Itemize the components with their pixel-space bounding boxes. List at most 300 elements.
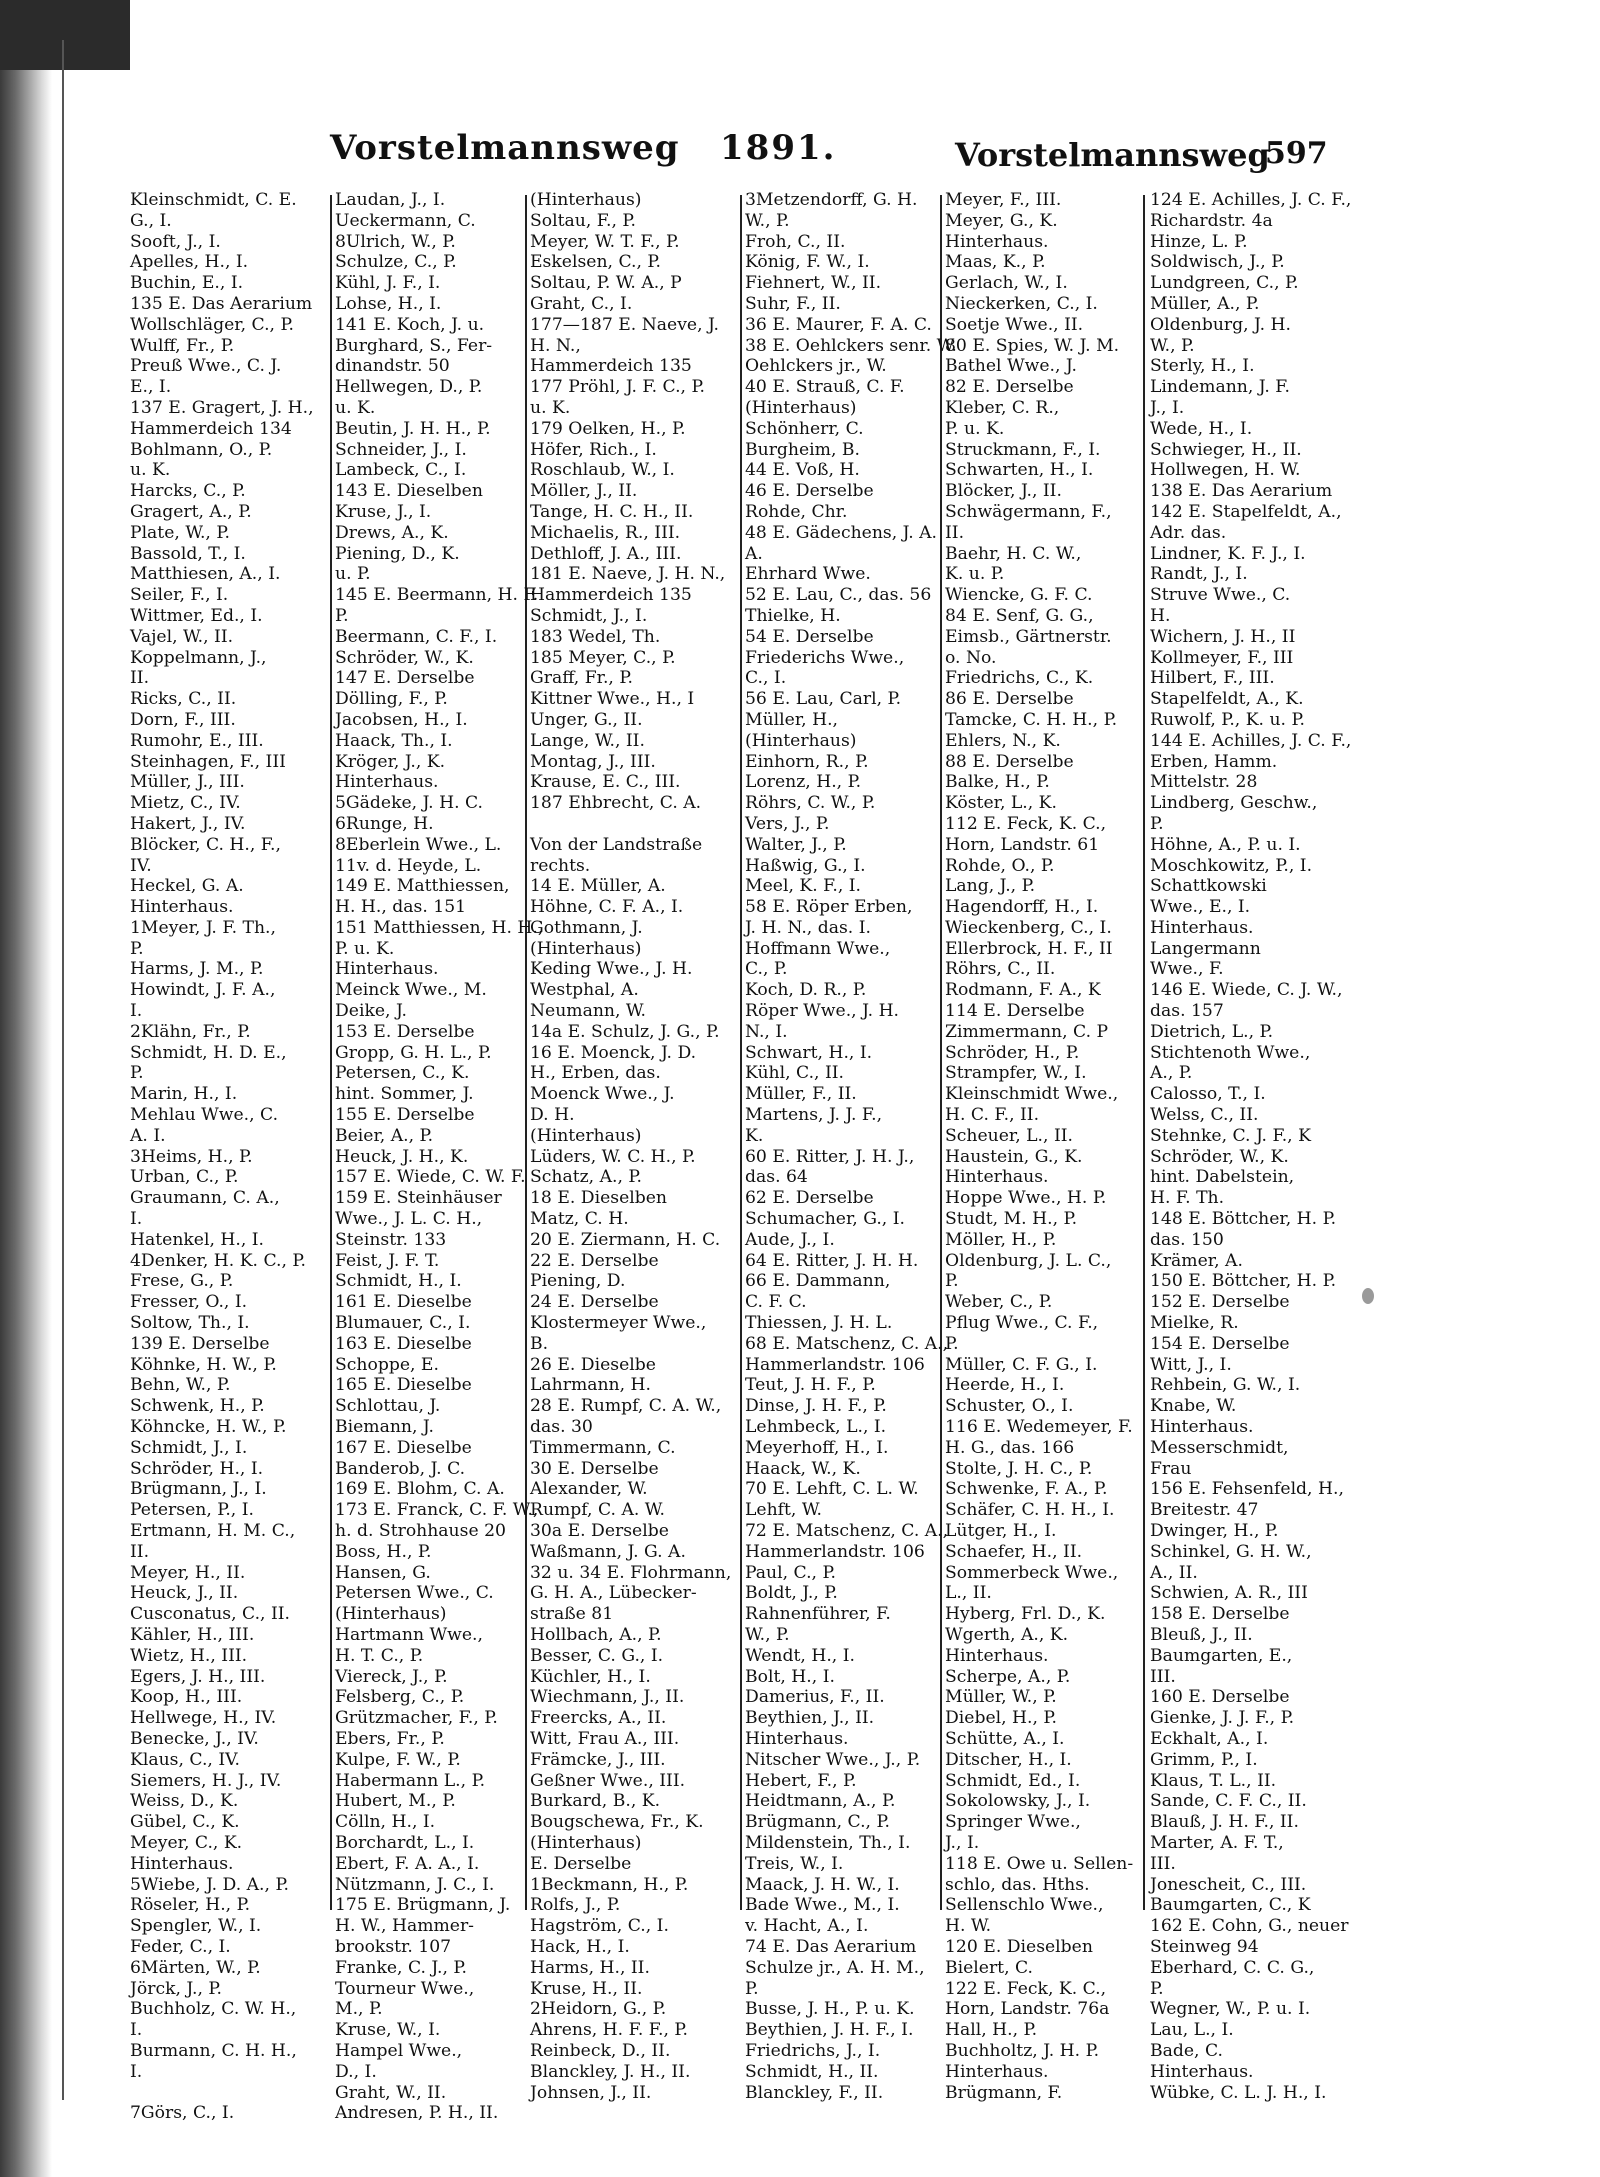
directory-entry-line: 167 E. Dieselbe [335, 1437, 472, 1458]
directory-entry-line: P. [335, 605, 349, 626]
directory-entry-line: L., II. [945, 1583, 992, 1604]
directory-entry-line: Lüders, W. C. H., P. [530, 1146, 696, 1167]
directory-entry-line: Rumohr, E., III. [130, 730, 264, 751]
directory-entry-line: 122 E. Feck, K. C., [945, 1978, 1107, 1999]
directory-entry-line: Schmidt, J., I. [130, 1437, 248, 1458]
directory-entry-line: Wulff, Fr., P. [130, 335, 235, 356]
directory-entry-line: Viereck, J., P. [335, 1666, 448, 1687]
directory-entry-line: Lehmbeck, L., I. [745, 1417, 887, 1438]
page-header [330, 128, 1330, 188]
directory-entry-line: Wiencke, G. F. C. [945, 585, 1093, 606]
directory-entry-line: 112 E. Feck, K. C., [945, 813, 1107, 834]
directory-entry-line: Kähler, H., III. [130, 1624, 255, 1645]
directory-entry-line: 36 E. Maurer, F. A. C. [745, 314, 932, 335]
directory-entry-line: Steinhagen, F., III [130, 751, 286, 772]
directory-entry-line: P. [130, 938, 144, 959]
directory-entry-line: III. [1150, 1853, 1176, 1874]
directory-entry-line: H. F. Th. [1150, 1188, 1225, 1209]
directory-entry-line: Schwenk, H., P. [130, 1396, 265, 1417]
directory-entry-line: Jacobsen, H., I. [335, 709, 468, 730]
street-heading-left: Vorstelmannsweg [330, 128, 680, 168]
directory-entry-line: Hammerlandstr. 106 [745, 1541, 925, 1562]
directory-entry-line: A. I. [130, 1125, 166, 1146]
directory-entry-line: Schumacher, G., I. [745, 1209, 905, 1230]
directory-entry-line: Wwe., E., I. [1150, 897, 1251, 918]
directory-entry-line: Sellenschlo Wwe., [945, 1895, 1104, 1916]
directory-entry-line: Kollmeyer, F., III [1150, 647, 1294, 668]
directory-entry-line: Hall, H., P. [945, 2020, 1038, 2041]
directory-entry-line: Springer Wwe., [945, 1812, 1081, 1833]
directory-entry-line: Besser, C. G., I. [530, 1645, 664, 1666]
directory-entry-line: 74 E. Das Aerarium [745, 1936, 917, 1957]
directory-entry-line: Lehft, W. [745, 1500, 822, 1521]
directory-entry-line: Möller, J., II. [530, 481, 638, 502]
directory-entry-line: Schröder, H., I. [130, 1458, 264, 1479]
directory-entry-line: 40 E. Strauß, C. F. [745, 377, 905, 398]
directory-entry-line: Graff, Fr., P. [530, 668, 633, 689]
directory-entry-line: Müller, H., [745, 709, 839, 730]
directory-entry-line: 48 E. Gädechens, J. A. [745, 522, 937, 543]
directory-entry-line: D., I. [335, 2061, 377, 2082]
directory-entry-line: Schröder, W., K. [1150, 1146, 1289, 1167]
directory-entry-line: Oldenburg, J. H. [1150, 314, 1291, 335]
directory-entry-line: Martens, J. J. F., [745, 1105, 883, 1126]
directory-entry-line: Wollschläger, C., P. [130, 314, 294, 335]
directory-entry-line: Hinterhaus. [130, 1853, 234, 1874]
directory-entry-line: Eberhard, C. C. G., [1150, 1957, 1315, 1978]
directory-entry-line: Köster, L., K. [945, 793, 1057, 814]
directory-entry-line: Hinze, L. P. [1150, 231, 1248, 252]
directory-entry-line: Marin, H., I. [130, 1084, 238, 1105]
directory-entry-line: Struve Wwe., C. [1150, 585, 1291, 606]
directory-entry-line: Welss, C., II. [1150, 1105, 1259, 1126]
directory-entry-line: Urban, C., P. [130, 1167, 239, 1188]
directory-entry-line: Freercks, A., II. [530, 1708, 667, 1729]
directory-entry-line: C., P. [745, 959, 788, 980]
directory-entry-line: I. [130, 2020, 143, 2041]
directory-entry-line: Horn, Landstr. 76a [945, 1999, 1110, 2020]
directory-entry-line: Dethloff, J. A., III. [530, 543, 682, 564]
directory-entry-line: Kittner Wwe., H., I [530, 689, 695, 710]
directory-entry-line: Koppelmann, J., [130, 647, 267, 668]
directory-entry-line: G., I. [130, 210, 172, 231]
directory-entry-line: 1Meyer, J. F. Th., [130, 917, 276, 938]
directory-entry-line: Howindt, J. F. A., [130, 980, 276, 1001]
directory-entry-line: Oehlckers jr., W. [745, 356, 887, 377]
directory-entry-line: Klostermeyer Wwe., [530, 1313, 707, 1334]
directory-entry-line: Hinterhaus. [945, 1167, 1049, 1188]
directory-entry-line: Hinterhaus. [1150, 2061, 1254, 2082]
directory-entry-line: 86 E. Derselbe [945, 689, 1074, 710]
directory-entry-line: Müller, C. F. G., I. [945, 1354, 1098, 1375]
directory-entry-line: Mittelstr. 28 [1150, 772, 1258, 793]
directory-entry-line: 4Denker, H. K. C., P. [130, 1250, 306, 1271]
directory-entry-line: Brügmann, F. [945, 2082, 1063, 2103]
directory-entry-line: Ahrens, H. F. F., P. [530, 2020, 688, 2041]
directory-entry-line: G. H. A., Lübecker- [530, 1583, 697, 1604]
directory-entry-line: Kühl, C., II. [745, 1063, 844, 1084]
directory-entry-line: Bolt, H., I. [745, 1666, 835, 1687]
directory-entry-line: Knabe, W. [1150, 1396, 1237, 1417]
directory-entry-line: Nieckerken, C., I. [945, 293, 1098, 314]
directory-entry-line: Lindberg, Geschw., [1150, 793, 1318, 814]
directory-entry-line: 2Klähn, Fr., P. [130, 1021, 251, 1042]
directory-entry-line: u. K. [530, 397, 571, 418]
directory-entry-line: A. [745, 543, 763, 564]
directory-entry-line: C., I. [745, 668, 787, 689]
directory-entry-line: Hilbert, F., III. [1150, 668, 1275, 689]
directory-entry-line: Meinck Wwe., M. [335, 980, 487, 1001]
directory-entry-line: dinandstr. 50 [335, 356, 450, 377]
directory-entry-line: Boss, H., P. [335, 1541, 432, 1562]
directory-entry-line: Heidtmann, A., P. [745, 1791, 896, 1812]
directory-entry-line: Fiehnert, W., II. [745, 273, 882, 294]
directory-entry-line: 141 E. Koch, J. u. [335, 314, 485, 335]
directory-entry-line: 5Wiebe, J. D. A., P. [130, 1874, 289, 1895]
directory-entry-line: Hinterhaus. [945, 231, 1049, 252]
directory-entry-line: Gübel, C., K. [130, 1812, 240, 1833]
directory-entry-line: 64 E. Ritter, J. H. H. [745, 1250, 919, 1271]
directory-entry-line: III. [1150, 1666, 1176, 1687]
page-gutter-line [62, 40, 64, 2100]
directory-entry-line: 159 E. Steinhäuser [335, 1188, 502, 1209]
directory-entry-line: Meyer, C., K. [130, 1832, 243, 1853]
directory-entry-line: W., P. [745, 1624, 790, 1645]
directory-entry-line: Köhncke, H. W., P. [130, 1417, 287, 1438]
directory-entry-line: Wgerth, A., K. [945, 1624, 1069, 1645]
directory-entry-line: Mildenstein, Th., I. [745, 1832, 911, 1853]
directory-entry-line: Lütger, H., I. [945, 1521, 1057, 1541]
directory-entry-line: Burghard, S., Fer- [335, 335, 493, 356]
directory-entry-line: Hoffmann Wwe., [745, 938, 891, 959]
directory-entry-line: Tourneur Wwe., [335, 1978, 475, 1999]
directory-entry-line: Petersen, C., K. [335, 1063, 470, 1084]
directory-entry-line: Sokolowsky, J., I. [945, 1791, 1091, 1812]
directory-entry-line: Schwieger, H., II. [1150, 439, 1302, 460]
directory-entry-line: 137 E. Gragert, J. H., [130, 397, 314, 418]
directory-entry-line: Johnsen, J., II. [530, 2082, 652, 2103]
directory-entry-line: Kruse, W., I. [335, 2020, 441, 2041]
directory-entry-line: Westphal, A. [530, 980, 639, 1001]
directory-entry-line: Wendt, H., I. [745, 1645, 855, 1666]
directory-entry-line: Siemers, H. J., IV. [130, 1770, 282, 1791]
directory-entry-line: Küchler, H., I. [530, 1666, 651, 1687]
directory-entry-line: Hartmann Wwe., [335, 1624, 483, 1645]
directory-entry-line: 185 Meyer, C., P. [530, 647, 676, 668]
directory-entry-line: Laudan, J., I. [335, 190, 446, 210]
directory-entry-line: Keding Wwe., J. H. [530, 959, 693, 980]
directory-entry-line: Meyer, F., III. [945, 190, 1062, 210]
directory-entry-line: Meyer, G., K. [945, 210, 1058, 231]
directory-entry-line: 160 E. Derselbe [1150, 1687, 1290, 1708]
directory-entry-line: Froh, C., II. [745, 231, 846, 252]
directory-entry-line: Cölln, H., I. [335, 1812, 436, 1833]
directory-entry-line: 72 E. Matschenz, C. A., [745, 1521, 949, 1541]
directory-entry-line: Witt, J., I. [1150, 1354, 1232, 1375]
directory-entry-line: Baumgarten, E., [1150, 1645, 1293, 1666]
year-heading: 1891. [720, 128, 837, 168]
directory-entry-line: 62 E. Derselbe [745, 1188, 874, 1209]
directory-entry-line: 165 E. Dieselbe [335, 1375, 472, 1396]
directory-entry-line: Scheuer, L., II. [945, 1125, 1073, 1146]
paper-blemish [1362, 1288, 1374, 1304]
directory-entry-line: Aude, J., I. [745, 1229, 835, 1250]
directory-entry-line: (Hinterhaus) [745, 730, 857, 751]
directory-entry-line: Zimmermann, C. P [945, 1021, 1109, 1042]
directory-entry-line: Thielke, H. [745, 605, 841, 626]
directory-entry-line: Hagström, C., I. [530, 1916, 669, 1937]
directory-entry-line: Michaelis, R., III. [530, 522, 681, 543]
directory-entry-line: das. 30 [530, 1417, 593, 1438]
column-rule [1143, 195, 1145, 1910]
directory-entry-line: Ditscher, H., I. [945, 1749, 1072, 1770]
directory-entry-line: Breitestr. 47 [1150, 1500, 1259, 1521]
directory-entry-line: Burkard, B., K. [530, 1791, 661, 1812]
street-heading-right: Vorstelmannsweg [955, 136, 1270, 174]
directory-entry-line: J. H. N., das. I. [745, 917, 871, 938]
directory-entry-line: (Hinterhaus) [745, 397, 857, 418]
scan-corner-shadow [0, 0, 130, 70]
directory-entry-line [130, 2083, 314, 2104]
directory-entry-line: Heerde, H., I. [945, 1375, 1065, 1396]
directory-entry-line: Schwien, A. R., III [1150, 1583, 1308, 1604]
directory-entry-line: u. K. [335, 397, 376, 418]
directory-entry-line: Thiessen, J. H. L. [745, 1313, 893, 1334]
directory-entry-line: Schinkel, G. H. W., [1150, 1541, 1312, 1562]
directory-entry-line: 149 E. Matthiessen, [335, 876, 510, 897]
directory-entry-line: 139 E. Derselbe [130, 1333, 270, 1354]
directory-entry-line: Piening, D. [530, 1271, 626, 1292]
directory-entry-line: Hammerdeich 135 [530, 356, 692, 377]
directory-entry-line: D. H. [530, 1105, 575, 1126]
directory-entry-line: 5Gädeke, J. H. C. [335, 793, 483, 814]
directory-entry-line: Hansen, G. [335, 1562, 431, 1583]
directory-entry-line: K. u. P. [945, 564, 1005, 585]
directory-entry-line: Röseler, H., P. [130, 1895, 251, 1916]
directory-entry-line: Beutin, J. H. H., P. [335, 418, 491, 439]
directory-entry-line: (Hinterhaus) [335, 1604, 447, 1625]
directory-entry-line: Schuster, O., I. [945, 1396, 1074, 1417]
directory-entry-line: Koop, H., III. [130, 1687, 243, 1708]
directory-entry-line: Schütte, A., I. [945, 1728, 1065, 1749]
directory-entry-line: 145 E. Beermann, H. F. [335, 585, 539, 606]
directory-entry-line: Haustein, G., K. [945, 1146, 1083, 1167]
directory-entry-line: Schulze, C., P. [335, 252, 457, 273]
directory-entry-line: Röhrs, C., II. [945, 959, 1056, 980]
directory-entry-line: J., I. [945, 1832, 980, 1853]
directory-entry-line: Hubert, M., P. [335, 1791, 456, 1812]
directory-entry-line: Heckel, G. A. [130, 876, 244, 897]
directory-entry-line: 8Eberlein Wwe., L. [335, 834, 502, 855]
directory-entry-line: Burgheim, B. [745, 439, 860, 460]
directory-entry-line: Hinterhaus. [945, 2061, 1049, 2082]
directory-entry-line: P. [945, 1333, 959, 1354]
directory-entry-line: Röhrs, C. W., P. [745, 793, 876, 814]
directory-entry-line: Petersen Wwe., C. [335, 1583, 494, 1604]
directory-entry-line: Petersen, P., I. [130, 1500, 254, 1521]
directory-entry-line: Dölling, F., P. [335, 689, 448, 710]
directory-entry-line: Schwart, H., I. [745, 1042, 873, 1063]
directory-entry-line: P. [130, 1063, 144, 1084]
directory-entry-line: Soetje Wwe., II. [945, 314, 1084, 335]
directory-entry-line: Ellerbrock, H. F., II [945, 938, 1113, 959]
directory-entry-line: 114 E. Derselbe [945, 1001, 1085, 1022]
directory-entry-line: H. W., Hammer- [335, 1916, 474, 1937]
directory-entry-line: Möller, H., P. [945, 1229, 1057, 1250]
directory-entry-line: 84 E. Senf, G. G., [945, 605, 1094, 626]
directory-entry-line: Sommerbeck Wwe., [945, 1562, 1119, 1583]
directory-entry-line: Heuck, J., II. [130, 1583, 239, 1604]
directory-entry-line: Kühl, J. F., I. [335, 273, 441, 294]
directory-entry-line: 142 E. Stapelfeldt, A., [1150, 501, 1342, 522]
directory-entry-line: Montag, J., III. [530, 751, 656, 772]
directory-entry-line: 144 E. Achilles, J. C. F., [1150, 730, 1352, 751]
directory-entry-line: Buchholz, C. W. H., [130, 1999, 297, 2020]
directory-entry-line: Meyer, H., II. [130, 1562, 246, 1583]
directory-entry-line: 3Heims, H., P. [130, 1146, 253, 1167]
directory-entry-line: Beythien, J. H. F., I. [745, 2020, 914, 2041]
directory-entry-line: Tange, H. C. H., II. [530, 501, 694, 522]
directory-entry-line: Moschkowitz, P., I. [1150, 855, 1313, 876]
directory-entry-line: Bougschewa, Fr., K. [530, 1812, 704, 1833]
directory-entry-line: 124 E. Achilles, J. C. F., [1150, 190, 1352, 210]
directory-entry-line: Bathel Wwe., J. [945, 356, 1077, 377]
directory-entry-line: 161 E. Dieselbe [335, 1292, 472, 1313]
directory-entry-line: E. Derselbe [530, 1853, 632, 1874]
directory-entry-line: Hollbach, A., P. [530, 1624, 662, 1645]
directory-entry-line: P. [945, 1271, 959, 1292]
directory-entry-line: Hinterhaus. [335, 772, 439, 793]
directory-entry-line: Nützmann, J. C., I. [335, 1874, 495, 1895]
directory-entry-line: Feist, J. F. T. [335, 1250, 440, 1271]
directory-entry-line: Brügmann, J., I. [130, 1479, 267, 1500]
directory-entry-line: Schlottau, J. [335, 1396, 441, 1417]
directory-entry-line: Graumann, C. A., [130, 1188, 280, 1209]
directory-entry-line: Geßner Wwe., III. [530, 1770, 686, 1791]
directory-entry-line: Tamcke, C. H. H., P. [945, 709, 1118, 730]
directory-entry-line: Hellwegen, D., P. [335, 377, 483, 398]
directory-entry-line: Weber, C., P. [945, 1292, 1053, 1313]
directory-entry-line: Wittmer, Ed., I. [130, 605, 263, 626]
directory-entry-line: 1Beckmann, H., P. [530, 1874, 689, 1895]
directory-entry-line: Mehlau Wwe., C. [130, 1105, 279, 1126]
directory-entry-line: brookstr. 107 [335, 1936, 452, 1957]
directory-entry-line: Meel, K. F., I. [745, 876, 862, 897]
directory-entry-line: Waßmann, J. G. A. [530, 1541, 686, 1562]
directory-entry-line: K. [745, 1125, 764, 1146]
directory-entry-line: A., II. [1150, 1562, 1198, 1583]
directory-entry-line: u. K. [130, 460, 171, 481]
directory-entry-line: Bade Wwe., M., I. [745, 1895, 900, 1916]
directory-entry-line: Soldwisch, J., P. [1150, 252, 1285, 273]
directory-entry-line: Främcke, J., III. [530, 1749, 666, 1770]
directory-entry-line: Beier, A., P. [335, 1125, 434, 1146]
directory-entry-line: Soltow, Th., I. [130, 1313, 250, 1334]
directory-entry-line: rechts. [530, 855, 591, 876]
directory-entry-line: Messerschmidt, [1150, 1437, 1289, 1458]
directory-entry-line: Schmidt, J., I. [530, 605, 648, 626]
directory-entry-line: Röper Wwe., J. H. [745, 1001, 900, 1022]
directory-entry-line: A., P. [1150, 1063, 1193, 1084]
directory-entry-line: 38 E. Oehlckers senr. W. [745, 335, 957, 356]
directory-entry-line: 58 E. Röper Erben, [745, 897, 913, 918]
directory-entry-line: 157 E. Wiede, C. W. F. [335, 1167, 526, 1188]
directory-column-5 [945, 190, 1133, 2103]
directory-entry-line: Roschlaub, W., I. [530, 460, 675, 481]
directory-entry-line: 155 E. Derselbe [335, 1105, 475, 1126]
directory-entry-line: Von der Landstraße [530, 834, 703, 855]
directory-entry-line: Rohde, Chr. [745, 501, 848, 522]
directory-entry-line: Bleuß, J., II. [1150, 1624, 1253, 1645]
directory-entry-line: 152 E. Derselbe [1150, 1292, 1290, 1313]
directory-entry-line: Steinweg 94 [1150, 1936, 1259, 1957]
directory-entry-line: Hyberg, Frl. D., K. [945, 1604, 1106, 1625]
directory-entry-line: Wwe., F. [1150, 959, 1224, 980]
directory-entry-line: Strampfer, W., I. [945, 1063, 1087, 1084]
directory-entry-line: Treis, W., I. [745, 1853, 844, 1874]
directory-entry-line: Harms, H., II. [530, 1957, 650, 1978]
directory-entry-line: W., P. [745, 210, 790, 231]
directory-entry-line: Kulpe, F. W., P. [335, 1749, 461, 1770]
directory-entry-line: Neumann, W. [530, 1001, 647, 1022]
directory-entry-line: P. u. K. [335, 938, 395, 959]
directory-entry-line: 14 E. Müller, A. [530, 876, 666, 897]
directory-entry-line: Stichtenoth Wwe., [1150, 1042, 1311, 1063]
directory-entry-line: Franke, C. J., P. [335, 1957, 467, 1978]
directory-entry-line: H. G., das. 166 [945, 1437, 1075, 1458]
directory-entry-line: Klaus, T. L., II. [1150, 1770, 1277, 1791]
directory-entry-line: Ueckermann, C. [335, 210, 476, 231]
directory-entry-line: Hebert, F., P. [745, 1770, 857, 1791]
directory-entry-line: 6Runge, H. [335, 813, 434, 834]
directory-entry-line: Gothmann, J. [530, 917, 643, 938]
directory-entry-line: Meyerhoff, H., I. [745, 1437, 889, 1458]
directory-entry-line: Lindemann, J. F. [1150, 377, 1290, 398]
directory-entry-line: Ebers, Fr., P. [335, 1728, 445, 1749]
directory-entry-line: H. N., [530, 335, 581, 356]
directory-entry-line: 8Ulrich, W., P. [335, 231, 456, 252]
directory-entry-line: Müller, A., P. [1150, 293, 1260, 314]
directory-entry-line: 148 E. Böttcher, H. P. [1150, 1209, 1337, 1230]
directory-entry-line: Hinterhaus. [130, 897, 234, 918]
directory-entry-line: o. No. [945, 647, 997, 668]
directory-entry-line: Timmermann, C. [530, 1437, 676, 1458]
directory-entry-line: Hammerdeich 135 [530, 585, 692, 606]
directory-entry-line: v. Hacht, A., I. [745, 1916, 869, 1937]
directory-entry-line: Borchardt, L., I. [335, 1832, 475, 1853]
directory-entry-line: Felsberg, C., P. [335, 1687, 465, 1708]
directory-entry-line: Ertmann, H. M. C., [130, 1521, 296, 1541]
directory-entry-line: Hinterhaus. [335, 959, 439, 980]
directory-entry-line: 173 E. Franck, C. F. W., [335, 1500, 539, 1521]
directory-entry-line: Rodmann, F. A., K [945, 980, 1101, 1001]
directory-entry-line: Haack, Th., I. [335, 730, 453, 751]
directory-entry-line: Schattkowski [1150, 876, 1267, 897]
directory-entry-line: H. W. [945, 1916, 992, 1937]
directory-entry-line: Blanckley, F., II. [745, 2082, 884, 2103]
directory-entry-line: 138 E. Das Aerarium [1150, 481, 1333, 502]
directory-entry-line: Gragert, A., P. [130, 501, 252, 522]
directory-entry-line: 135 E. Das Aerarium [130, 293, 313, 314]
directory-entry-line: Benecke, J., IV. [130, 1728, 259, 1749]
directory-entry-line: Müller, F., II. [745, 1084, 857, 1105]
directory-entry-line: (Hinterhaus) [530, 190, 642, 210]
directory-entry-line: Rumpf, C. A. W. [530, 1500, 665, 1521]
directory-entry-line: Lorenz, H., P. [745, 772, 862, 793]
directory-entry-line: 156 E. Fehsenfeld, H., [1150, 1479, 1344, 1500]
directory-entry-line: Bade, C. [1150, 2040, 1223, 2061]
directory-entry-line: Eimsb., Gärtnerstr. [945, 626, 1112, 647]
